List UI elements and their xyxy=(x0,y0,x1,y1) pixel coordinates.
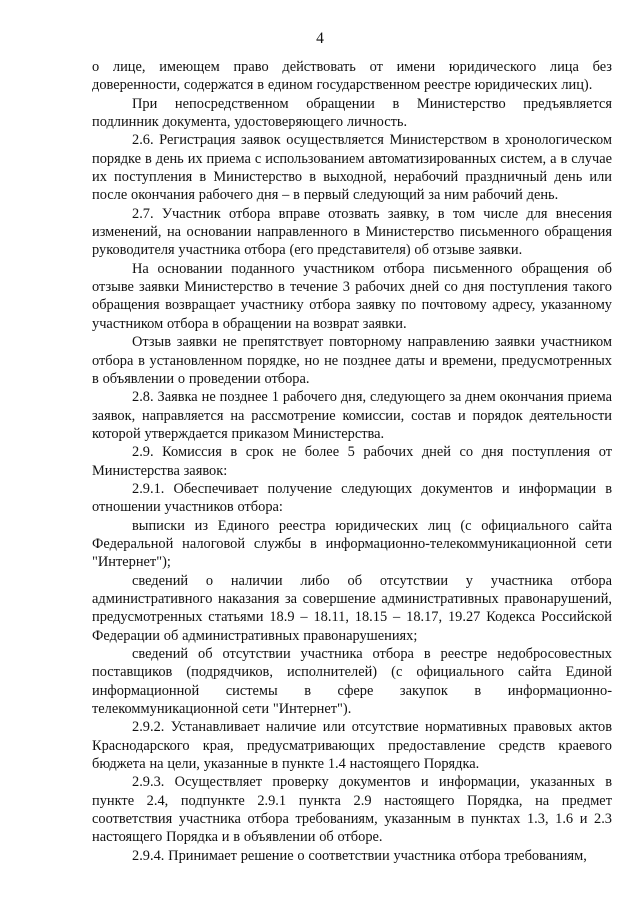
paragraph-2-6: 2.6. Регистрация заявок осуществляется Министерством в хронологическом порядке в день их приема с использованием автоматизированных систем, а в случае их поступления в Министерство в выходной, нерабочий праздничный день или после окончания рабочего дня – в первый следующий за ним рабочий день. xyxy=(92,132,612,204)
page-number: 4 xyxy=(316,30,324,47)
paragraph-2-9-1: 2.9.1. Обеспечивает получение следующих документов и информации в отношении участников отбора: xyxy=(92,480,612,516)
paragraph-2-9-2: 2.9.2. Устанавливает наличие или отсутствие нормативных правовых актов Краснодарского края, предусматривающих предоставление средств краевого бюджета на цели, указанные в пункте 1.4 настоящего Порядка. xyxy=(92,719,612,773)
paragraph-2-9-4: 2.9.4. Принимает решение о соответствии участника отбора требованиям, xyxy=(132,847,587,864)
paragraph-2-9: 2.9. Комиссия в срок не более 5 рабочих дней со дня поступления от Министерства заявок: xyxy=(92,444,612,479)
paragraph-withdrawal-basis: На основании поданного участником отбора письменного обращения об отзыве заявки Министерство в течение 3 рабочих дней со дня поступления такого обращения возвращает участнику отбора заявку по почтовому адресу, указанному участником отбора в обращении на возврат заявки. xyxy=(92,260,612,332)
paragraph-2-7: 2.7. Участник отбора вправе отозвать заявку, в том числе для внесения изменений, на основании направленного в Министерство письменного обращения руководителя участника отбора (его представителя) об отзыве заявки. xyxy=(92,205,612,259)
paragraph-resubmission: Отзыв заявки не препятствует повторному направлению заявки участником отбора в установленном порядке, но не позднее даты и времени, предусмотренных в объявлении о проведении отбора. xyxy=(92,334,612,387)
document-body xyxy=(92,58,612,865)
paragraph-continuation: о лице, имеющем право действовать от имени юридического лица без доверенности, содержатся в едином государственном реестре юридических лиц). xyxy=(92,59,612,94)
paragraph-2-8: 2.8. Заявка не позднее 1 рабочего дня, следующего за днем окончания приема заявок, направляется на рассмотрение комиссии, состав и порядок деятельности которой утверждается приказом Министерства. xyxy=(92,389,612,442)
paragraph-2-9-3: 2.9.3. Осуществляет проверку документов и информации, указанных в пункте 2.4, подпункте 2.9.1 пункта 2.9 настоящего Порядка, на предмет соответствия участника отбора требованиям, указанным в пунктах 1.3, 1.6 и 2.3 настоящего Порядка и в объявлении об отборе. xyxy=(92,774,612,846)
paragraph-identity-document: При непосредственном обращении в Министерство предъявляется подлинник документа, удостоверяющего личность. xyxy=(92,95,612,131)
paragraph-administrative-penalty: сведений о наличии либо об отсутствии у участника отбора административного наказания за совершение административных правонарушений, предусмотренных статьями 18.9 – 18.11, 18.15 – 18.17, 19.27 Кодекса Российской Федерации об административных правонарушениях; xyxy=(92,572,612,644)
paragraph-unscrupulous-suppliers: сведений об отсутствии участника отбора в реестре недобросовестных поставщиков (подрядчиков, исполнителей) (с официального сайта Единой информационной системы в сфере закупок в информационно-телекоммуникационной сети "Интернет"). xyxy=(92,646,612,718)
paragraph-extract-registry: выписки из Единого реестра юридических лиц (с официального сайта Федеральной налоговой службы в информационно-телекоммуникационной сети "Интернет"); xyxy=(92,517,612,571)
